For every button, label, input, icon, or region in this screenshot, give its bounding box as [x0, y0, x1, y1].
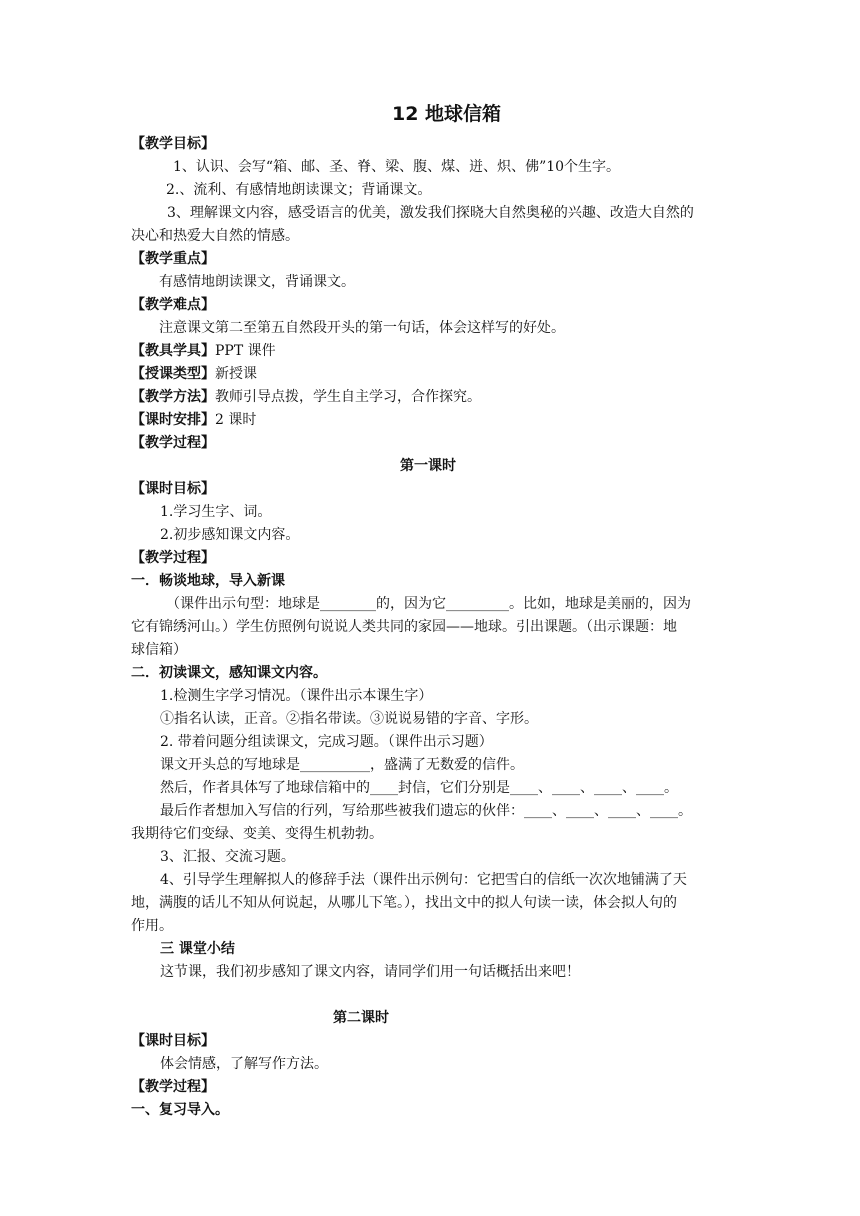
lesson-1-goals-heading: 【课时目标】 [131, 481, 215, 497]
lesson-type-row [131, 364, 257, 384]
goal-3-line-1: 3、理解课文内容，感受语言的优美，激发我们探晓大自然奥秘的兴趣、改造大自然的 [167, 205, 694, 221]
step-2-item-3: 2. 带着问题分组读课文，完成习题。（课件出示习题） [160, 734, 493, 750]
step-2-item-9-line-2: 地，满腹的话儿不知从何说起，从哪儿下笔。），找出文中的拟人句读一读，体会拟人句的 [131, 895, 677, 911]
process-heading: 【教学过程】 [131, 435, 215, 451]
lesson-2-goal-1: 体会情感，了解写作方法。 [160, 1056, 328, 1072]
step-2-item-9-line-3: 作用。 [131, 918, 173, 934]
goal-3-line-2: 决心和热爱大自然的情感。 [131, 228, 299, 244]
lesson-2-step-1-heading: 一、复习导入。 [131, 1102, 229, 1118]
teaching-goals-heading: 【教学目标】 [131, 136, 215, 152]
step-1-line-3: 球信箱） [131, 642, 187, 658]
lesson-1-goal-1: 1.学习生字、词。 [160, 504, 272, 520]
lesson-type-heading: 【授课类型】 [131, 366, 215, 382]
method-row [131, 387, 481, 407]
page-title: 12 地球信箱 [392, 103, 502, 125]
step-2-item-9-line-1: 4、引导学生理解拟人的修辞手法（课件出示例句：它把雪白的信纸一次次地铺满了天 [160, 872, 687, 888]
tools-text: PPT 课件 [215, 343, 276, 359]
schedule-heading: 【课时安排】 [131, 412, 215, 428]
lesson-2-goals-heading: 【课时目标】 [131, 1033, 215, 1049]
difficulty-heading: 【教学难点】 [131, 297, 215, 313]
key-points-text: 有感情地朗读课文，背诵课文。 [159, 274, 355, 290]
step-1-line-2: 它有锦绣河山。）学生仿照例句说说人类共同的家园——地球。引出课题。（出示课题：地 [131, 619, 677, 635]
step-2-item-4: 课文开头总的写地球是__________，盛满了无数爱的信件。 [160, 757, 524, 773]
lesson-1-goal-2: 2.初步感知课文内容。 [160, 527, 300, 543]
step-3-heading: 三 课堂小结 [160, 941, 235, 957]
lesson-1-heading: 第一课时 [400, 458, 456, 474]
goal-2: 2.、流利、有感情地朗读课文；背诵课文。 [166, 182, 432, 198]
step-2-item-5: 然后，作者具体写了地球信箱中的____封信，它们分别是____、____、____、____。 [160, 780, 678, 796]
key-points-heading: 【教学重点】 [131, 251, 215, 267]
step-3-text: 这节课，我们初步感知了课文内容，请同学们用一句话概括出来吧！ [160, 964, 580, 980]
method-text: 教师引导点拨，学生自主学习，合作探究。 [215, 389, 481, 405]
schedule-row [131, 410, 256, 430]
tools-row [131, 341, 276, 361]
lesson-2-heading: 第二课时 [333, 1010, 389, 1026]
lesson-2-process-heading: 【教学过程】 [131, 1079, 215, 1095]
step-2-item-6: 最后作者想加入写信的行列，写给那些被我们遗忘的伙伴：____、____、____、____。 [160, 803, 692, 819]
step-1-line-1: （课件出示句型：地球是________的，因为它_________。比如，地球是美丽的，因为 [166, 596, 691, 612]
step-2-item-8: 3、汇报、交流习题。 [160, 849, 295, 865]
difficulty-text: 注意课文第二至第五自然段开头的第一句话，体会这样写的好处。 [159, 320, 565, 336]
tools-heading: 【教具学具】 [131, 343, 215, 359]
step-2-item-2: ①指名认读，正音。②指名带读。③说说易错的字音、字形。 [160, 711, 538, 727]
method-heading: 【教学方法】 [131, 389, 215, 405]
lesson-1-process-heading: 【教学过程】 [131, 550, 215, 566]
step-2-item-7: 我期待它们变绿、变美、变得生机勃勃。 [131, 826, 383, 842]
goal-1: 1、认识、会写“箱、邮、圣、脊、梁、腹、煤、迸、炽、佛”10个生字。 [173, 159, 621, 175]
schedule-text: 2 课时 [215, 412, 257, 428]
step-2-item-1: 1.检测生字学习情况。（课件出示本课生字） [160, 688, 433, 704]
lesson-type-text: 新授课 [215, 366, 257, 382]
step-1-heading: 一．畅谈地球，导入新课 [131, 573, 285, 589]
step-2-heading: 二．初读课文，感知课文内容。 [131, 665, 327, 681]
